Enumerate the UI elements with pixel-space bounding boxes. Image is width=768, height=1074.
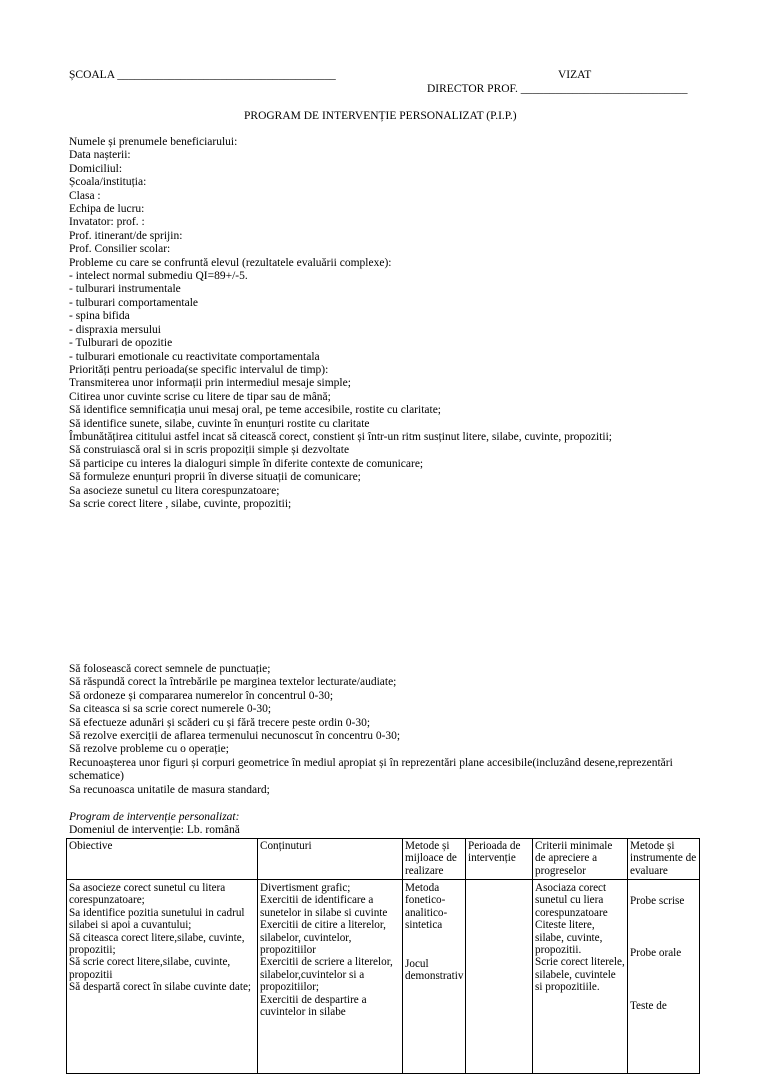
- info-line: - intelect normal submediu QI=89+/-5.: [69, 270, 248, 283]
- priority-line: schematice): [69, 770, 124, 783]
- objectives-cell: [67, 880, 258, 1074]
- info-line: Prof. itinerant/de sprijin:: [69, 229, 183, 242]
- info-line: - tulburari emotionale cu reactivitate comportamentala: [69, 350, 320, 363]
- objective-item: Sa asocieze corect sunetul cu litera corespunzatoare;: [69, 882, 226, 907]
- info-line: Să identifice semnificația unui mesaj oral, pe teme accesibile, rostite cu claritate;: [69, 404, 441, 417]
- priority-line: Să răspundă corect la întrebările pe marginea textelor lecturate/audiate;: [69, 676, 397, 689]
- table-row: [67, 880, 700, 1074]
- objective-item: Sa identifice pozitia sunetului in cadrul silabei si apoi a cuvantului;: [69, 906, 245, 932]
- info-line: Data nașterii:: [69, 149, 131, 162]
- evaluation-item: Teste de: [630, 999, 667, 1012]
- criteria-cell: [533, 880, 628, 1074]
- col-header-objectives: Obiective: [67, 839, 258, 880]
- director-field: [427, 83, 688, 95]
- table-header-row: [67, 839, 700, 880]
- document-title: PROGRAM DE INTERVENȚIE PERSONALIZAT (P.I.P.): [244, 110, 517, 122]
- content-item: Exercitii de citire a literelor, silabelor, cuvintelor, propozitiilor: [260, 919, 386, 957]
- priority-line: Să rezolve exerciții de aflarea termenului necunoscut în concentru 0-30;: [69, 730, 401, 743]
- priority-line: Să ordoneze și compararea numerelor în concentrul 0-30;: [69, 689, 334, 702]
- vizat-label: VIZAT: [558, 69, 592, 81]
- objective-item: Să citeasca corect litere,silabe, cuvinte, propozitii;: [69, 931, 245, 957]
- col-header-evaluation: Metode și instrumente de evaluare: [628, 839, 700, 880]
- period-cell: [466, 880, 533, 1074]
- priority-line: Să efectueze adunări și scăderi cu și fără trecere peste ordin 0-30;: [69, 716, 371, 729]
- info-line: Echipa de lucru:: [69, 203, 145, 216]
- content-item: Exercitii de despartire a cuvintelor in silabe: [260, 993, 367, 1019]
- col-header-methods: Metode și mijloace de realizare: [403, 839, 466, 880]
- program-heading: Program de intervenție personalizat:: [69, 811, 240, 823]
- info-line: - tulburari instrumentale: [69, 283, 181, 296]
- info-line: Să identifice sunete, silabe, cuvinte în enunțuri rostite cu claritate: [69, 417, 370, 430]
- col-header-contents: Conținuturi: [258, 839, 403, 880]
- content-item: Exercitii de identificare a sunetelor in silabe si cuvinte: [260, 894, 388, 919]
- priority-line: Sa citeasca si sa scrie corect numerele 0-30;: [69, 703, 272, 716]
- priority-line: Să folosească corect semnele de punctuație;: [69, 663, 271, 675]
- director-label: DIRECTOR PROF.: [427, 83, 518, 95]
- info-line: Transmiterea unor informații prin intermediul mesaje simple;: [69, 377, 351, 390]
- info-line: Clasa :: [69, 189, 101, 202]
- info-line: - tulburari comportamentale: [69, 296, 199, 309]
- evaluation-cell: [628, 880, 700, 1074]
- spacer: [405, 932, 463, 958]
- info-line: Să construiască oral si in scris propoziții simple și dezvoltate: [69, 444, 350, 457]
- priority-line: Sa recunoasca unitatile de masura standard;: [69, 783, 270, 796]
- info-line: Citirea unor cuvinte scrise cu litere de tipar sau de mână;: [69, 390, 331, 403]
- methods-cell: [403, 880, 466, 1074]
- evaluation-item: Probe orale: [630, 947, 682, 960]
- criteria-item: Citeste litere, silabe, cuvinte, propozitii.: [535, 919, 603, 957]
- info-line: Domiciliul:: [69, 162, 123, 175]
- info-line: Probleme cu care se confruntă elevul (rezultatele evaluării complexe):: [69, 256, 392, 269]
- director-blank-line: _____________________________: [520, 83, 688, 95]
- col-header-period: Perioada de intervenție: [466, 839, 533, 880]
- info-line: - spina bifida: [69, 310, 130, 323]
- info-line: Prioritǎți pentru perioada(se specific intervalul de timp):: [69, 363, 329, 376]
- content-item: Exercitii de scriere a literelor, silabelor,cuvintelor si a propozitiilor;: [260, 956, 393, 994]
- priority-line: Recunoașterea unor figuri și corpuri geometrice în mediul apropiat și în reprezentări plane accesibile(incluzând desene,reprezentări: [69, 756, 673, 769]
- col-header-criteria: Criterii minimale de apreciere a progreselor: [533, 839, 628, 880]
- evaluation-item: Probe scrise: [630, 895, 685, 907]
- info-line: Să formuleze enunțuri proprii în diverse situații de comunicare;: [69, 471, 361, 484]
- spacer: [630, 960, 697, 1000]
- info-line: Prof. Consilier scolar:: [69, 243, 171, 256]
- school-label: ȘCOALA: [69, 69, 115, 81]
- info-line: - dispraxia mersului: [69, 323, 161, 336]
- content-item: Divertisment grafic;: [260, 882, 351, 894]
- intervention-domain: Domeniul de intervenție: Lb. română: [69, 824, 240, 836]
- info-line: Numele și prenumele beneficiarului:: [69, 136, 238, 148]
- criteria-item: Asociaza corect sunetul cu liera corespunzatoare: [535, 882, 608, 919]
- objective-item: Să scrie corect litere,silabe, cuvinte, propozitii: [69, 956, 231, 981]
- priority-line: Să rezolve probleme cu o operație;: [69, 743, 229, 756]
- criteria-item: Scrie corect literele, silabele, cuvintele si propozitiile.: [535, 956, 625, 994]
- info-line: Îmbunătățirea cititului astfel incat să citească corect, constient și într-un ritm susținut litere, silabe, cuvinte, propozitii;: [69, 430, 612, 443]
- intervention-table: [66, 838, 700, 1074]
- objective-item: Să despartă corect în silabe cuvinte date;: [69, 981, 252, 994]
- spacer: [630, 907, 697, 947]
- beneficiary-info-block: [69, 136, 612, 511]
- info-line: Să participe cu interes la dialoguri simple în diferite contexte de comunicare;: [69, 457, 424, 470]
- school-blank-line: ______________________________________: [117, 69, 336, 81]
- method-item: Metoda fonetico-analitico-sintetica: [405, 882, 448, 932]
- school-field: [69, 69, 336, 81]
- method-item: Jocul demonstrativ: [405, 957, 464, 983]
- contents-cell: [258, 880, 403, 1074]
- info-line: Școala/instituția:: [69, 176, 147, 189]
- info-line: - Tulburari de opozitie: [69, 337, 173, 350]
- info-line: Sa scrie corect litere , silabe, cuvinte, propozitii;: [69, 497, 292, 510]
- info-line: Invatator: prof. :: [69, 216, 145, 229]
- priorities-block: [69, 663, 673, 797]
- info-line: Sa asocieze sunetul cu litera corespunzatoare;: [69, 484, 280, 497]
